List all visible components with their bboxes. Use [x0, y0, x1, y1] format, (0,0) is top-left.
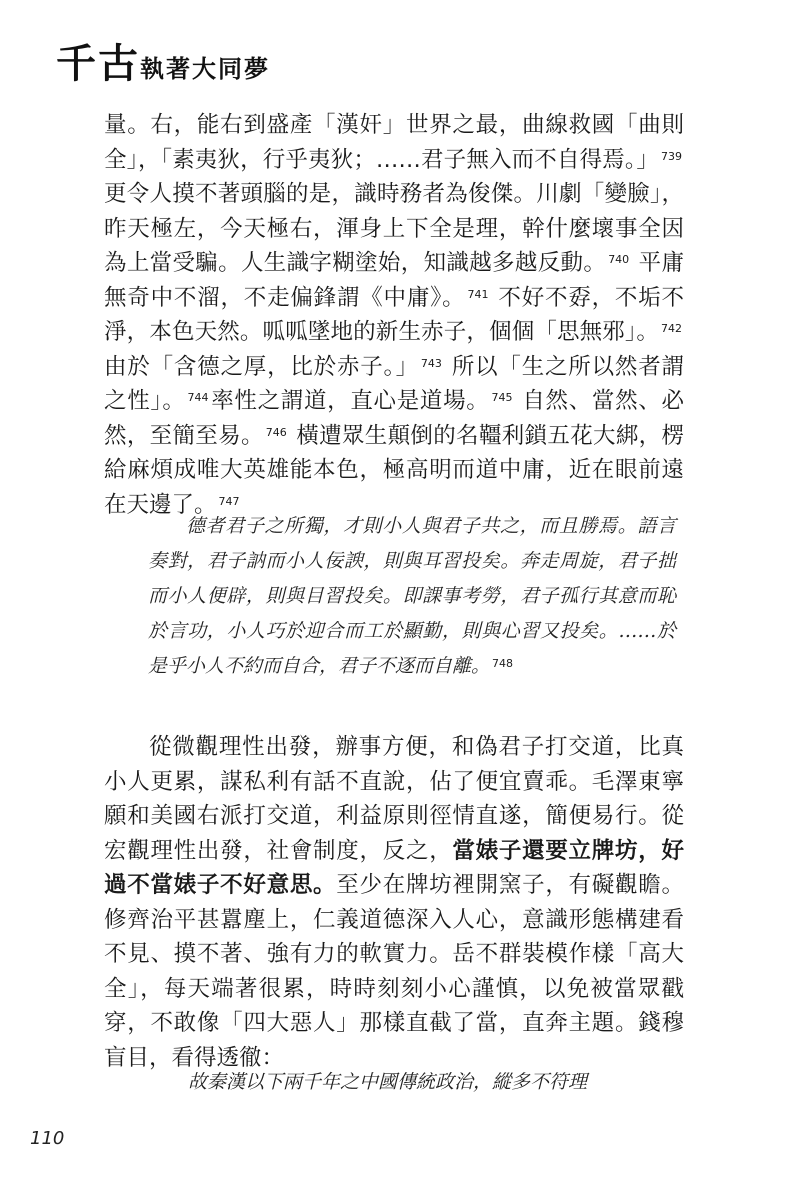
- quote-text: [148, 509, 676, 684]
- text-run: 由於「含德之厚，比於赤子。」: [104, 353, 419, 380]
- text-run: 量。右，能右到盛產「漢奸」世界之最，曲線救國「曲則全」，「素夷狄，行乎夷狄；……君子無入而不自得焉。」: [104, 112, 684, 173]
- footnote-748[interactable]: 748: [492, 657, 514, 670]
- quote-text: 故秦漢以下兩千年之中國傳統政治，縱多不符理: [188, 1071, 588, 1093]
- paragraph-text: [104, 730, 684, 1075]
- footnote-742[interactable]: 742: [661, 322, 682, 335]
- text-run: 至少在牌坊裡開窯子，有礙觀瞻。修齊治平甚囂塵上，仁義道德深入人心，意識形態構建看不見、摸不著、強有力的軟實力。岳不群裝模作樣「高大全」，每天端著很累，時時刻刻小心謹慎，以免被當眾戳穿，不敢像「四大惡人」那樣直截了當，直奔主題。錢穆盲目，看得透徹：: [104, 872, 684, 1071]
- text-run: 率性之謂道，直心是道場。: [210, 388, 490, 414]
- text-run: 更令人摸不著頭腦的是，識時務者為俊傑。川劇「變臉」，昨天極左，今天極右，渾身上下全是理，幹什麼壞事全因為上當受騙。人生識字糊塗始，知識越多越反動。: [104, 181, 684, 276]
- footnote-745[interactable]: 745: [491, 391, 513, 404]
- footnote-746[interactable]: 746: [265, 425, 287, 439]
- text-run: 平庸無奇中不溜，不走偏鋒謂《中庸》。: [104, 250, 684, 311]
- footnote-743[interactable]: 743: [420, 356, 442, 370]
- quote-run: 德者君子之所獨，才則小人與君子共之，而且勝焉。語言奏對，君子訥而小人佞諛，則與耳習投矣。奔走周旋，君子拙而小人便辟，則與目習投矣。即課事考勞，君子孤行其意而恥於言功，小人巧於迎合而工於顯勤，則與心習又投矣。……於是乎小人不約而自合，君子不逐而自離。: [148, 515, 676, 677]
- text-run: 從微觀理性出發，辦事方便，和偽君子打交道，比真小人更累，謀私利有話不直說，佔了便宜賣乖。毛澤東寧願和美國右派打交道，利益原則徑情直遂，簡便易行。從宏觀理性出發，社會制度，反之，: [104, 734, 684, 864]
- footnote-747[interactable]: 747: [218, 494, 240, 508]
- paragraph-text: [104, 108, 684, 522]
- footnote-741[interactable]: 741: [467, 287, 489, 301]
- text-run: 所以「生之所以然者謂之性」。: [104, 353, 684, 414]
- footnote-744[interactable]: 744: [187, 391, 209, 404]
- body-paragraph-1: [104, 108, 684, 522]
- footnote-740[interactable]: 740: [608, 253, 630, 266]
- bold-emphasis: 當婊子還要立牌坊，好過不當婊子不好意思。: [104, 837, 684, 898]
- block-quote-2: [150, 1066, 680, 1098]
- footnote-739[interactable]: 739: [661, 149, 682, 163]
- text-run: 橫遭眾生顛倒的名韁利鎖五花大綁，楞給麻煩成唯大英雄能本色，極高明而道中庸，近在眼前遠在天邊了。: [104, 422, 684, 518]
- body-paragraph-2: [104, 730, 684, 1075]
- page-number: 110: [30, 1128, 65, 1149]
- block-quote-1: [148, 509, 676, 684]
- book-title-small: 執著大同夢: [140, 54, 270, 83]
- book-title-large: 千古: [56, 40, 140, 87]
- text-run: 不好不孬，不垢不淨，本色天然。呱呱墜地的新生赤子，個個「思無邪」。: [104, 284, 684, 345]
- text-run: 自然、當然、必然，至簡至易。: [104, 388, 684, 449]
- running-header: [56, 32, 270, 89]
